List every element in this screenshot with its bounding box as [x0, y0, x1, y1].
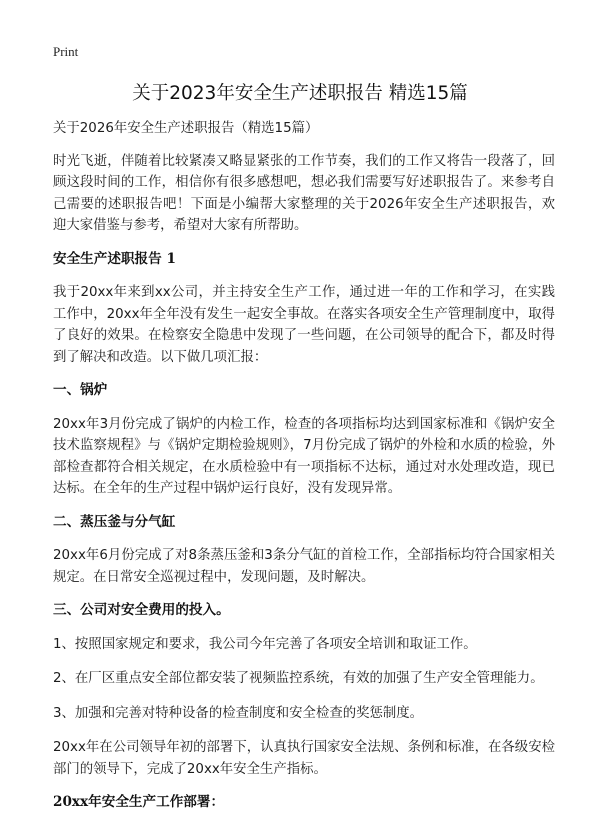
section-heading-boiler: 一、锅炉 — [53, 382, 108, 398]
document-body — [53, 118, 555, 826]
report-intro-paragraph: 我于20xx年来到xx公司，并主持安全生产工作，通过进一年的工作和学习，在实践工作中，20xx年全年没有发生一起安全事故。在落实各项安全生产管理制度中，取得了良好的效果。在检察安全隐患中发现了一些问题，在公司领导的配合下，都及时得到了解决和改造。以下做几项汇报： — [53, 285, 555, 365]
work-plan-heading: 20xx年安全生产工作部署： — [53, 794, 225, 810]
page-title: 关于2023年安全生产述职报告 精选15篇 — [132, 83, 468, 104]
print-link[interactable]: Print — [53, 44, 79, 59]
intro-paragraph: 时光飞逝，伴随着比较紧凑又略显紧张的工作节奏，我们的工作又将告一段落了，回顾这段时间的工作，相信你有很多感想吧，想必我们需要写好述职报告了。来参考自己需要的述职报告吧！下面是小编帮大家整理的关于2026年安全生产述职报告，欢迎大家借鉴与参考，希望对大家有所帮助。 — [53, 153, 555, 233]
section-boiler-paragraph: 20xx年3月份完成了锅炉的内检工作，检查的各项指标均达到国家标准和《锅炉安全技术监察规程》与《锅炉定期检验规则》，7月份完成了锅炉的外检和水质的检验，外部检查都符合相关规定，在水质检验中有一项指标不达标，通过对水处理改造，现已达标。在全年的生产过程中锅炉运行良好，没有发现异常。 — [53, 416, 555, 496]
document-subtitle: 关于2026年安全生产述职报告（精选15篇） — [53, 121, 319, 136]
section-autoclave-paragraph: 20xx年6月份完成了对8条蒸压釜和3条分气缸的首检工作，全部指标均符合国家相关规定。在日常安全巡视过程中，发现问题，及时解决。 — [53, 548, 555, 585]
section-heading-autoclave: 二、蒸压釜与分气缸 — [53, 513, 176, 530]
section-heading-safety-investment: 三、公司对安全费用的投入。 — [53, 602, 230, 618]
list-item: 2、在厂区重点安全部位都安装了视频监控系统，有效的加强了生产安全管理能力。 — [53, 671, 544, 686]
list-item: 3、加强和完善对特种设备的检查制度和安全检查的奖惩制度。 — [53, 705, 424, 721]
list-item: 1、按照国家规定和要求，我公司今年完善了各项安全培训和取证工作。 — [53, 636, 477, 652]
report-heading: 安全生产述职报告 1 — [53, 250, 176, 267]
closing-paragraph: 20xx年在公司领导年初的部署下，认真执行国家安全法规、条例和标准，在各级安检部门的领导下，完成了20xx年安全生产指标。 — [53, 740, 555, 777]
